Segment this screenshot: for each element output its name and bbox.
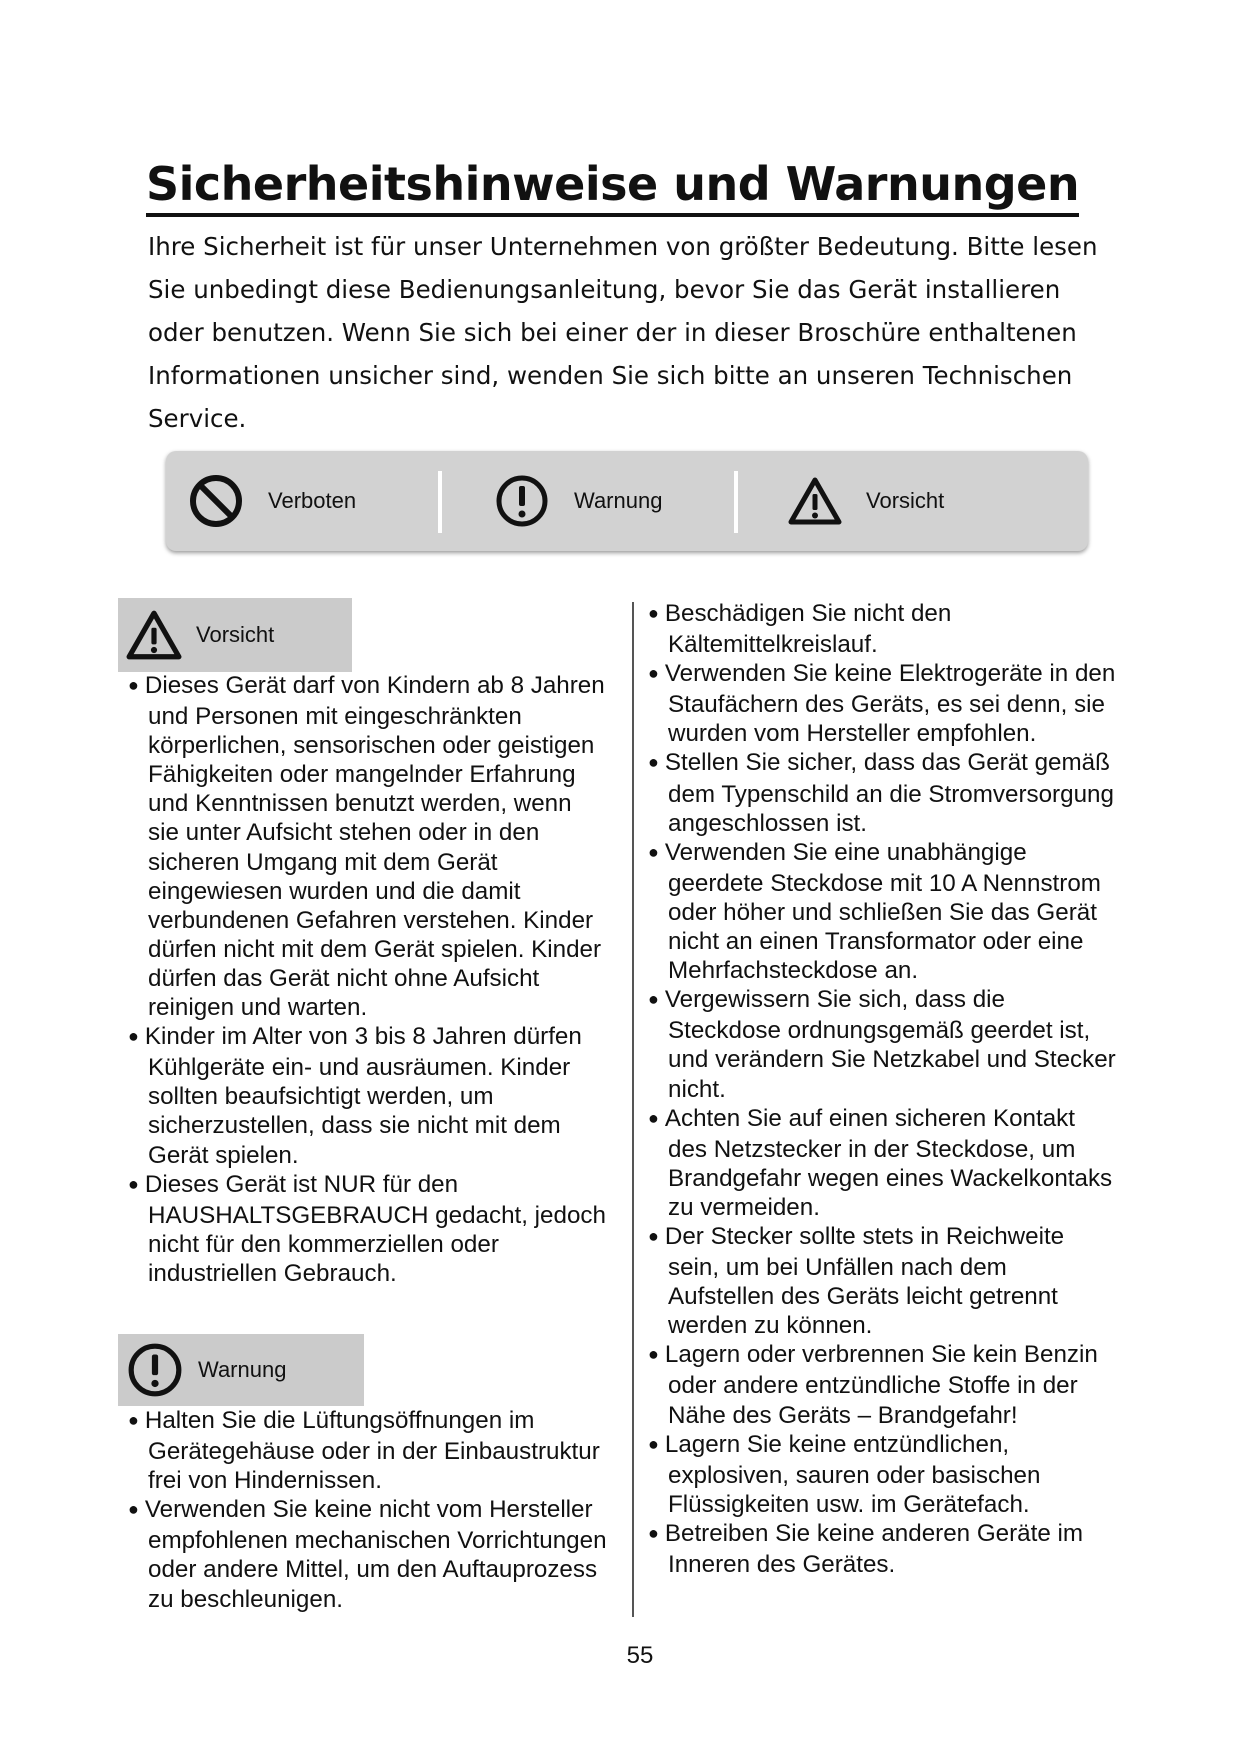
warnung-list xyxy=(118,1406,608,1614)
list-item: ● Verwenden Sie eine unabhängige geerdete Steckdose mit 10 A Nennstrom oder höher und schließen Sie das Gerät nicht an einen Transformator oder eine Mehrfachsteckdose an. xyxy=(638,838,1118,985)
list-item: ● Kinder im Alter von 3 bis 8 Jahren dürfen Kühlgeräte ein- und ausräumen. Kinder sollten beaufsichtigt werden, um sicherzustellen, dass sie nicht mit dem Gerät spielen. xyxy=(118,1022,608,1169)
warnung-header xyxy=(118,1334,364,1406)
exclamation-circle-icon xyxy=(494,473,550,529)
list-item: ● Dieses Gerät ist NUR für den HAUSHALTSGEBRAUCH gedacht, jedoch nicht für den kommerziellen oder industriellen Gebrauch. xyxy=(118,1170,608,1288)
list-item: ● Der Stecker sollte stets in Reichweite sein, um bei Unfällen nach dem Aufstellen des Geräts leicht getrennt werden zu können. xyxy=(638,1222,1118,1340)
vorsicht-label: Vorsicht xyxy=(196,622,275,647)
list-item: ● Achten Sie auf einen sicheren Kontakt des Netzstecker in der Steckdose, um Brandgefahr wegen eines Wackelkontaks zu vermeiden. xyxy=(638,1104,1118,1222)
list-item: ● Lagern oder verbrennen Sie kein Benzin oder andere entzündliche Stoffe in der Nähe des Geräts – Brandgefahr! xyxy=(638,1340,1118,1429)
legend-label-verboten: Verboten xyxy=(268,488,357,513)
list-item: ● Betreiben Sie keine anderen Geräte im Inneren des Gerätes. xyxy=(638,1519,1118,1579)
legend-label-warnung: Warnung xyxy=(574,488,663,513)
prohibited-icon xyxy=(188,473,244,529)
exclamation-circle-icon xyxy=(126,1341,184,1399)
legend-item-verboten xyxy=(188,471,356,531)
list-item: ● Verwenden Sie keine Elektrogeräte in den Staufächern des Geräts, es sei denn, sie wurden vom Hersteller empfohlen. xyxy=(638,659,1118,748)
legend-divider xyxy=(734,471,738,533)
right-column-list xyxy=(638,599,1118,1579)
symbol-legend xyxy=(166,451,1088,551)
page-title: Sicherheitshinweise und Warnungen xyxy=(146,158,1079,217)
warning-triangle-icon xyxy=(788,476,842,526)
page-number: 55 xyxy=(626,1642,654,1669)
warnung-label: Warnung xyxy=(198,1357,287,1382)
list-item: ● Verwenden Sie keine nicht vom Hersteller empfohlenen mechanischen Vorrichtungen oder andere Mittel, um den Auftauprozess zu beschleunigen. xyxy=(118,1495,608,1613)
column-divider xyxy=(632,602,634,1617)
intro-paragraph: Ihre Sicherheit ist für unser Unternehmen von größter Bedeutung. Bitte lesen Sie unbedingt diese Bedienungsanleitung, bevor Sie das Gerät installieren oder benutzen. Wenn Sie sich bei einer der in dieser Broschüre enthaltenen Informationen unsicher sind, wenden Sie sich bitte an unseren Technischen Service. xyxy=(148,232,1098,433)
list-item: ● Halten Sie die Lüftungsöffnungen im Gerätegehäuse oder in der Einbaustruktur frei von Hindernissen. xyxy=(118,1406,608,1495)
vorsicht-header xyxy=(118,598,352,672)
vorsicht-list xyxy=(118,671,608,1288)
list-item: ● Beschädigen Sie nicht den Kältemittelkreislauf. xyxy=(638,599,1118,659)
legend-item-vorsicht xyxy=(788,471,944,531)
list-item: ● Vergewissern Sie sich, dass die Steckdose ordnungsgemäß geerdet ist, und verändern Sie Netzkabel und Stecker nicht. xyxy=(638,985,1118,1103)
list-item: ● Stellen Sie sicher, dass das Gerät gemäß dem Typenschild an die Stromversorgung angeschlossen ist. xyxy=(638,748,1118,837)
list-item: ● Dieses Gerät darf von Kindern ab 8 Jahren und Personen mit eingeschränkten körperlichen, sensorischen oder geistigen Fähigkeiten oder mangelnder Erfahrung und Kenntnissen benutzt werden, wenn sie unter Aufsicht stehen oder in den sicheren Umgang mit dem Gerät eingewiesen wurden und die damit verbundenen Gefahren verstehen. Kinder dürfen nicht mit dem Gerät spielen. Kinder dürfen das Gerät nicht ohne Aufsicht reinigen und warten. xyxy=(118,671,608,1022)
warning-triangle-icon xyxy=(126,609,182,661)
list-item: ● Lagern Sie keine entzündlichen, explosiven, sauren oder basischen Flüssigkeiten usw. im Gerätefach. xyxy=(638,1430,1118,1519)
legend-divider xyxy=(438,471,442,533)
legend-label-vorsicht: Vorsicht xyxy=(866,488,945,513)
legend-item-warnung xyxy=(494,471,662,531)
